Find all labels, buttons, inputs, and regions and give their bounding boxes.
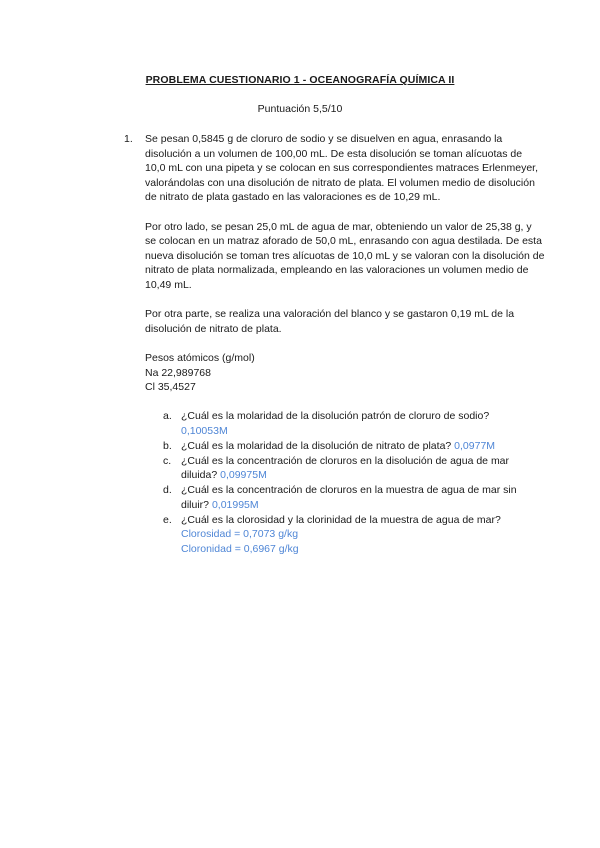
problem-paragraph: Por otro lado, se pesan 25,0 mL de agua de mar, obteniendo un valor de 25,38 g, y se colocan en un matraz aforado de 50,0 mL, enrasando con agua destilada. De esta nueva disolución se toman tres alícuotas de 10,0 mL y se valoran con la disolución de nitrato de plata normalizada, empleando en las valoraciones un volumen medio de 10,49 mL.: [145, 220, 545, 291]
problem-number: 1.: [124, 133, 133, 145]
atomic-weight-cl: Cl 35,4527: [145, 381, 196, 394]
score-line: Puntuación 5,5/10: [257, 103, 343, 115]
subquestion-list: [145, 409, 545, 556]
problem-body: [145, 132, 545, 557]
subquestion-text: ¿Cuál es la clorosidad y la clorinidad de la muestra de agua de mar?: [181, 513, 501, 526]
subquestion-text: ¿Cuál es la concentración de cloruros en la muestra de agua de mar sin diluir?: [181, 484, 517, 511]
subquestion-item: [145, 454, 526, 483]
problem-paragraph: Se pesan 0,5845 g de cloruro de sodio y se disuelven en agua, enrasando la disolución a un volumen de 100,00 mL. De esta disolución se toman alícuotas de 10,0 mL con una pipeta y se colocan en sus correspondientes matraces Erlenmeyer, valorándolas con una disolución de nitrato de plata. El volumen medio de disolución de nitrato de plata gastado en las valoraciones es de 10,29 mL.: [145, 133, 538, 204]
subquestion-answer: 0,0977M: [454, 439, 496, 452]
subquestion-text: ¿Cuál es la molaridad de la disolución patrón de cloruro de sodio?: [181, 410, 490, 423]
subquestion-letter: c.: [163, 454, 172, 467]
document-title: PROBLEMA CUESTIONARIO 1 - OCEANOGRAFÍA QUÍMICA II: [145, 74, 455, 86]
subquestion-answer: Cloronidad = 0,6967 g/kg: [181, 542, 299, 555]
subquestion-text: ¿Cuál es la molaridad de la disolución de nitrato de plata?: [181, 439, 452, 452]
subquestion-letter: a.: [163, 410, 172, 423]
subquestion-answer: 0,09975M: [220, 469, 267, 482]
subquestion-letter: b.: [163, 439, 172, 452]
subquestion-answer: Clorosidad = 0,7073 g/kg: [181, 528, 299, 541]
subquestion-item: [145, 483, 526, 512]
subquestion-answer: 0,10053M: [181, 424, 228, 437]
atomic-weights: [145, 351, 545, 395]
subquestion-item: [145, 409, 526, 438]
subquestion-letter: d.: [163, 484, 172, 497]
atomic-weights-header: Pesos atómicos (g/mol): [145, 351, 255, 364]
subquestion-letter: e.: [163, 513, 172, 526]
subquestion-item: [145, 513, 526, 557]
subquestion-answer: 0,01995M: [211, 498, 259, 511]
subquestion-text: ¿Cuál es la concentración de cloruros en la disolución de agua de mar diluida?: [181, 454, 510, 482]
subquestion-item: [145, 439, 526, 454]
problem-paragraph: Por otra parte, se realiza una valoración del blanco y se gastaron 0,19 mL de la disolución de nitrato de plata.: [145, 308, 515, 335]
atomic-weight-na: Na 22,989768: [145, 366, 211, 379]
